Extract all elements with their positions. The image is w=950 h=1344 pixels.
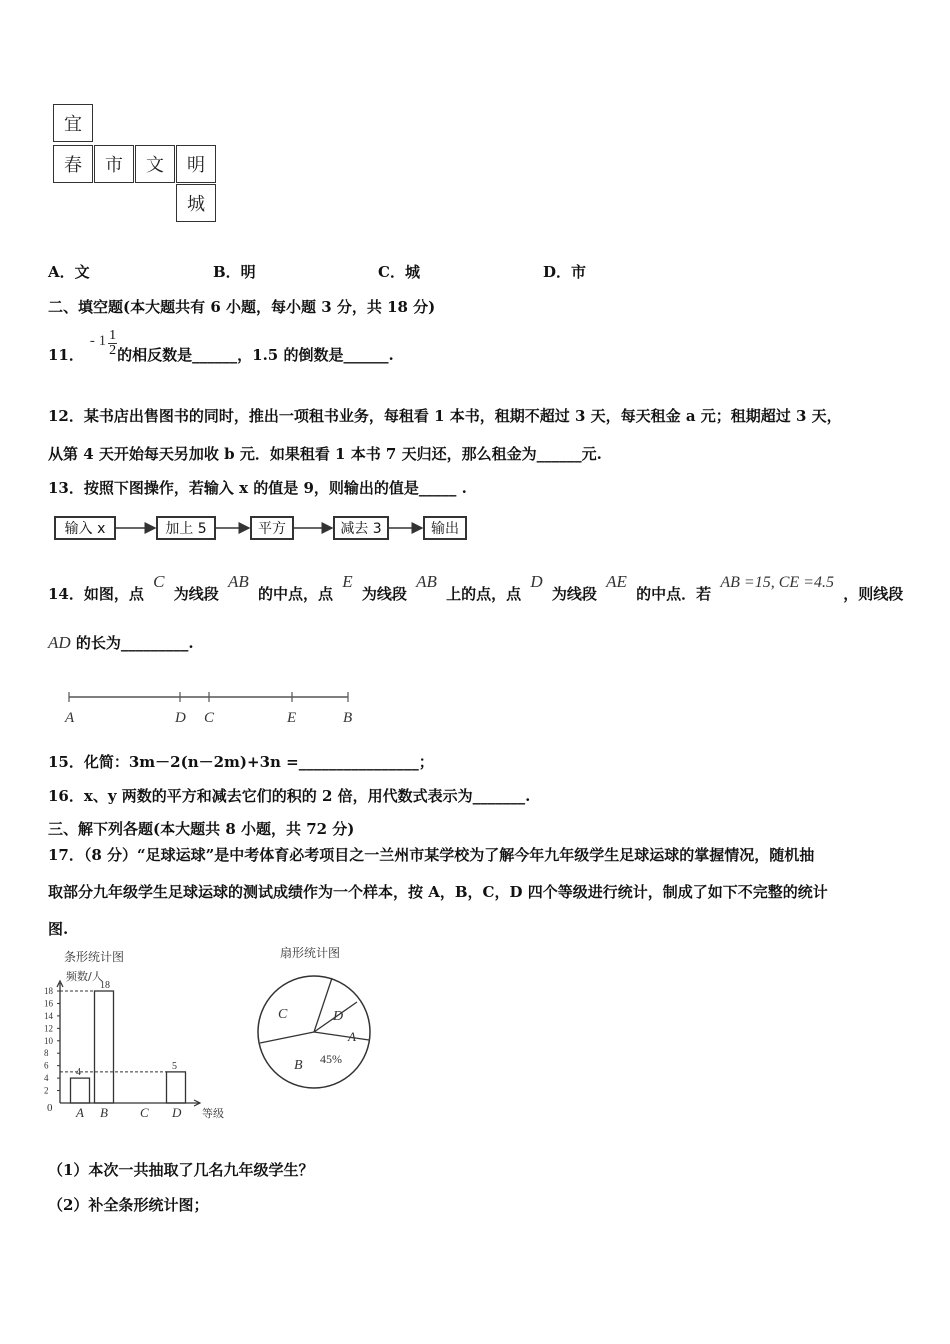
y-tick-label: 8 xyxy=(44,1048,49,1059)
question-17-line3: 图. xyxy=(48,920,69,938)
q14-v5: D xyxy=(530,572,543,591)
q11-frac-num: 1 xyxy=(109,328,117,343)
y-tick-label: 18 xyxy=(44,986,53,996)
q14-p1: 14．如图，点 xyxy=(48,585,144,603)
q14-p3: 的中点，点 xyxy=(257,585,333,603)
x-tick-label-b: B xyxy=(100,1105,108,1120)
bar-value-label-b: 18 xyxy=(100,980,110,991)
y-tick-label: 6 xyxy=(44,1060,49,1071)
q14-p2: 为线段 xyxy=(173,585,219,603)
pie-radius-3 xyxy=(314,1032,369,1040)
label-c: C xyxy=(204,710,215,726)
q14-line2-text: 的长为_________. xyxy=(75,634,194,652)
q14-p6: 为线段 xyxy=(551,585,597,603)
question-17-sub1: （1）本次一共抽取了几名九年级学生？ xyxy=(48,1161,314,1179)
question-12-line1: 12．某书店出售图书的同时，推出一项租书业务，每租看 1 本书，租期不超过 3 天，每天租金 a 元；租期超过 3 天， xyxy=(48,407,842,425)
pie-label-b: B xyxy=(294,1058,303,1073)
bar-value-label-d: 5 xyxy=(172,1060,177,1072)
net-cell-3: 市 xyxy=(94,145,134,183)
flow-arrows xyxy=(0,0,480,560)
pie-radius-1 xyxy=(314,978,332,1032)
segment-diagram xyxy=(50,685,370,730)
bar-chart-title: 条形统计图 xyxy=(64,950,125,964)
q14-v3: E xyxy=(342,572,353,591)
y-tick-label: 0 xyxy=(47,1102,53,1114)
q14-v4: AB xyxy=(416,572,437,591)
q11-sign: - 1 xyxy=(89,333,107,349)
flow-minus-3: 减去 3 xyxy=(333,516,389,540)
pie-annotation-b-percent: 45% xyxy=(320,1052,342,1066)
q14-v7: AB =15, CE =4.5 xyxy=(720,574,834,591)
net-cell-2: 春 xyxy=(53,145,93,183)
x-tick-label-c: C xyxy=(140,1105,149,1120)
q14-v6: AE xyxy=(606,572,627,591)
x-tick-label-d: D xyxy=(172,1105,182,1120)
pie-label-d: D xyxy=(333,1009,344,1024)
net-cell-1: 宜 xyxy=(53,104,93,142)
q14-p5: 上的点，点 xyxy=(446,585,522,603)
question-17-line1: 17．（8 分）“足球运球”是中考体育必考项目之一兰州市某学校为了解今年九年级学生足球运球的掌握情况，随机抽 xyxy=(48,846,815,864)
bar-chart xyxy=(40,945,240,1125)
flow-output: 输出 xyxy=(423,516,467,540)
q14-v2: AB xyxy=(227,572,249,591)
question-15: 15．化简：3m－2(n－2m)+3n =________________； xyxy=(48,753,434,771)
question-13: 13．按照下图操作，若输入 x 的值是 9，则输出的值是_____ . xyxy=(48,479,467,497)
y-tick-label: 14 xyxy=(44,1010,53,1021)
bar-d xyxy=(167,1072,186,1103)
pie-label-c: C xyxy=(278,1007,288,1022)
option-b: B．明 xyxy=(213,263,256,281)
option-d: D．市 xyxy=(543,263,587,281)
question-14-line2 xyxy=(48,632,194,653)
y-tick-label: 4 xyxy=(44,1073,49,1084)
pie-label-a: A xyxy=(348,1029,356,1044)
q14-v1: C xyxy=(153,572,165,591)
bar-value-label-a: 4 xyxy=(76,1067,81,1079)
question-17-sub2: （2）补全条形统计图； xyxy=(48,1196,209,1214)
net-cell-4: 文 xyxy=(135,145,175,183)
y-tick-label: 10 xyxy=(44,1035,53,1046)
bar-a xyxy=(71,1078,90,1103)
pie-radius-4 xyxy=(260,1032,314,1043)
y-tick-label: 16 xyxy=(44,998,53,1009)
pie-chart xyxy=(250,940,380,1100)
option-a: A．文 xyxy=(48,263,90,281)
option-c: C．城 xyxy=(378,263,420,281)
q14-ad: AD xyxy=(48,633,71,652)
label-d: D xyxy=(175,710,186,726)
bar-chart-xlabel: 等级 xyxy=(202,1107,224,1120)
label-b: B xyxy=(343,710,353,726)
y-tick-label: 2 xyxy=(44,1085,49,1096)
net-cell-5: 明 xyxy=(176,145,216,183)
q14-p7: 的中点．若 xyxy=(636,585,712,603)
q14-p4: 为线段 xyxy=(361,585,407,603)
flow-add-5: 加上 5 xyxy=(156,516,216,540)
flow-input: 输入 x xyxy=(54,516,116,540)
q14-p8: ，则线段 xyxy=(843,585,904,603)
x-tick-label-a: A xyxy=(76,1105,84,1120)
q11-frac-den: 2 xyxy=(109,343,117,358)
question-16: 16．x、y 两数的平方和减去它们的积的 2 倍，用代数式表示为_______. xyxy=(48,787,531,805)
question-12-line2: 从第 4 天开始每天另加收 b 元．如果租看 1 本书 7 天归还，那么租金为______元. xyxy=(48,445,602,463)
q11-text: 的相反数是______，1.5 的倒数是______. xyxy=(117,346,394,364)
pie-chart-title: 扇形统计图 xyxy=(280,946,341,960)
label-e: E xyxy=(287,710,297,726)
flow-square: 平方 xyxy=(250,516,294,540)
bar-b xyxy=(95,991,114,1103)
bar-chart-ylabel: 频数/人 xyxy=(66,970,103,983)
question-17-line2: 取部分九年级学生足球运球的测试成绩作为一个样本，按 A，B，C，D 四个等级进行统计，制成了如下不完整的统计 xyxy=(48,883,828,901)
y-tick-label: 12 xyxy=(44,1023,53,1034)
section2-title: 二、填空题(本大题共有 6 小题，每小题 3 分，共 18 分) xyxy=(48,298,436,316)
q11-number: 11． xyxy=(48,346,84,364)
section3-title: 三、解下列各题(本大题共 8 小题，共 72 分) xyxy=(48,820,355,838)
label-a: A xyxy=(65,710,75,726)
net-cell-6: 城 xyxy=(176,184,216,222)
question-14 xyxy=(48,572,904,604)
